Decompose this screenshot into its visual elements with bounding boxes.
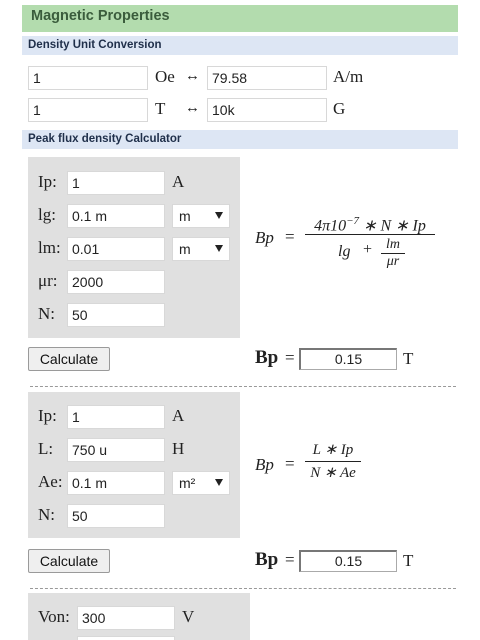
calc2-ae-input[interactable] [67, 471, 165, 495]
calc2-result-output: 0.15 [299, 550, 397, 572]
calc1-lg-input[interactable] [67, 204, 165, 228]
calc2-ae-label: Ae: [38, 472, 63, 491]
calc1-calculate-button[interactable]: Calculate [28, 347, 110, 371]
page-title: Magnetic Properties [22, 5, 458, 32]
calc3-von-label: Von: [38, 607, 70, 626]
oe-unit-label: Oe [155, 67, 175, 86]
calc3-next-input[interactable] [77, 636, 175, 640]
calc2-result-label: Bp [255, 549, 279, 570]
peak-section-heading: Peak flux density Calculator [22, 130, 458, 149]
calc1-ur-input[interactable] [67, 270, 165, 294]
calc2-formula-numerator: L ∗ Ip [312, 442, 354, 458]
calc1-lg-unit-value: m [179, 208, 191, 224]
calc2-formula [255, 442, 455, 515]
calc1-lg-unit-select[interactable] [172, 204, 230, 228]
calc1-result-eq: = [285, 348, 295, 367]
calc2-result-unit: T [403, 551, 414, 570]
am-input[interactable] [207, 66, 327, 90]
tesla-unit-label: T [155, 99, 166, 118]
calc1-formula-numerator: $4\pi 10^{-7}$ ∗ N ∗ Ip [314, 215, 426, 235]
calc1-n-input[interactable] [67, 303, 165, 327]
calc1-lm-unit-value: m [179, 241, 191, 257]
divider [30, 588, 456, 589]
calc2-l-unit: H [172, 439, 185, 458]
calc3-von-unit: V [182, 607, 195, 626]
calc1-formula-eq: = [285, 227, 295, 246]
gauss-unit-label: G [333, 99, 346, 118]
calc1-ur-label: μr: [38, 271, 58, 290]
calc2-ip-label: Ip: [38, 406, 57, 425]
calc1-lm-label: lm: [38, 238, 61, 257]
tesla-input[interactable] [28, 98, 148, 122]
calc2-ae-unit-value: m² [179, 475, 196, 491]
calc1-result-unit: T [403, 349, 414, 368]
calc2-ip-unit: A [172, 406, 185, 425]
calc1-ip-unit: A [172, 172, 185, 191]
divider [30, 386, 456, 387]
calc1-result-label: Bp [255, 347, 279, 368]
chevron-down-icon [215, 479, 223, 486]
calc2-result-eq: = [285, 550, 295, 569]
chevron-down-icon [215, 212, 223, 219]
calc1-formula [255, 208, 455, 288]
calc2-calculate-button[interactable]: Calculate [28, 549, 110, 573]
calc2-n-input[interactable] [67, 504, 165, 528]
calc1-lg-label: lg: [38, 205, 56, 224]
density-section-heading: Density Unit Conversion [22, 36, 458, 55]
calc1-formula-lhs: Bp [255, 228, 274, 247]
calc1-lm-unit-select[interactable] [172, 237, 230, 261]
calc1-ip-label: Ip: [38, 172, 57, 191]
calc2-ae-unit-select[interactable] [172, 471, 230, 495]
calc1-n-label: N: [38, 304, 55, 323]
calc2-formula-lhs: Bp [255, 455, 274, 474]
am-unit-label: A/m [333, 67, 364, 86]
tesla-arrow-icon: ↔ [185, 100, 200, 116]
calc2-ip-input[interactable] [67, 405, 165, 429]
calc1-lm-input[interactable] [67, 237, 165, 261]
calc2-formula-eq: = [285, 454, 295, 473]
oe-arrow-icon: ↔ [185, 68, 200, 84]
calc2-l-input[interactable] [67, 438, 165, 462]
calc3-von-input[interactable] [77, 606, 175, 630]
calc1-formula-denominator: lg + lm μr [305, 235, 435, 275]
calc1-ip-input[interactable] [67, 171, 165, 195]
calc2-n-label: N: [38, 505, 55, 524]
calc2-formula-denominator: N ∗ Ae [310, 465, 356, 481]
calc2-l-label: L: [38, 439, 54, 458]
gauss-input[interactable] [207, 98, 327, 122]
chevron-down-icon [215, 245, 223, 252]
calc1-result-output: 0.15 [299, 348, 397, 370]
oe-input[interactable] [28, 66, 148, 90]
